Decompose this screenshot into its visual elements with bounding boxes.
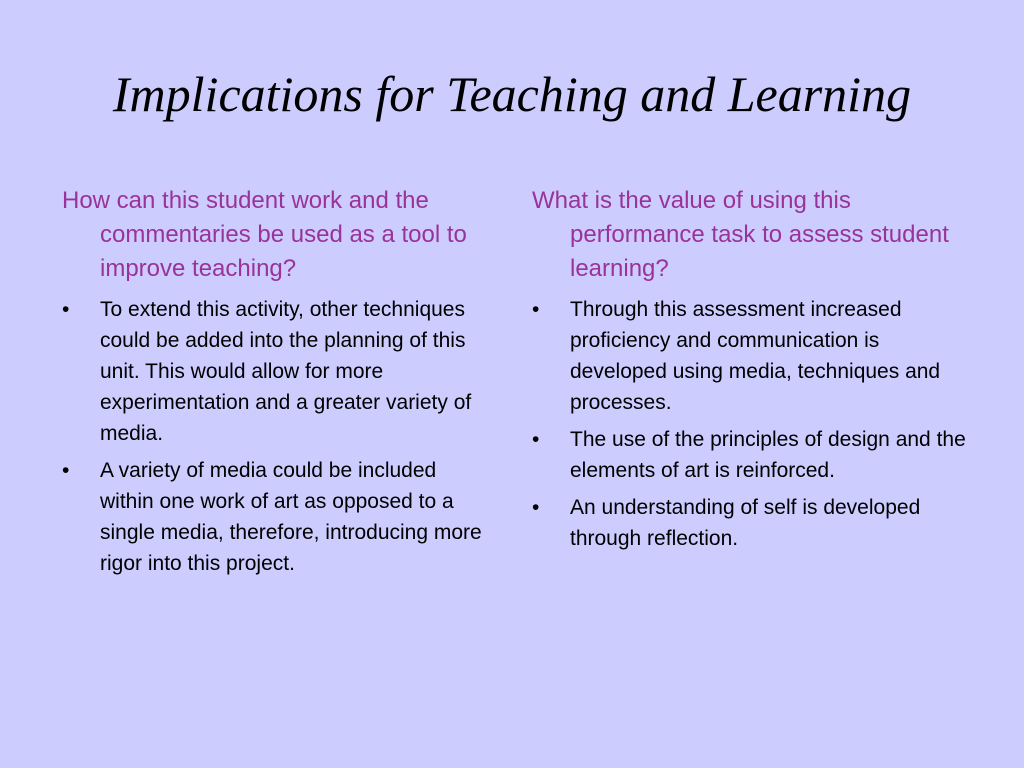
bullet-icon: • bbox=[532, 298, 540, 321]
left-bullet-item-2 bbox=[62, 455, 492, 579]
bullet-icon: • bbox=[62, 298, 70, 321]
right-bullet-text-2: The use of the principles of design and the elements of art is reinforced. bbox=[570, 428, 966, 482]
left-bullet-text-1: To extend this activity, other techniques could be added into the planning of this unit. This would allow for more experimentation and a greater variety of media. bbox=[100, 298, 472, 445]
left-bullet-list bbox=[62, 294, 492, 579]
bullet-icon: • bbox=[532, 496, 540, 519]
right-bullet-item-2 bbox=[532, 424, 972, 486]
bullet-icon: • bbox=[62, 459, 70, 482]
slide-title: Implications for Teaching and Learning bbox=[112, 66, 912, 122]
right-bullet-list bbox=[532, 294, 972, 554]
left-question: How can this student work and the commentaries be used as a tool to improve teaching? bbox=[62, 187, 467, 282]
left-column bbox=[62, 184, 492, 585]
right-bullet-item-3 bbox=[532, 492, 972, 554]
right-bullet-text-3: An understanding of self is developed through reflection. bbox=[570, 496, 921, 550]
bullet-icon: • bbox=[532, 428, 540, 451]
left-bullet-text-2: A variety of media could be included within one work of art as opposed to a single media, therefore, introducing more rigor into this project. bbox=[100, 459, 482, 575]
right-bullet-text-1: Through this assessment increased proficiency and communication is developed using media, techniques and processes. bbox=[570, 298, 941, 414]
left-bullet-item-1 bbox=[62, 294, 492, 449]
right-question: What is the value of using this performance task to assess student learning? bbox=[532, 187, 949, 282]
right-column bbox=[532, 184, 972, 560]
right-bullet-item-1 bbox=[532, 294, 972, 418]
